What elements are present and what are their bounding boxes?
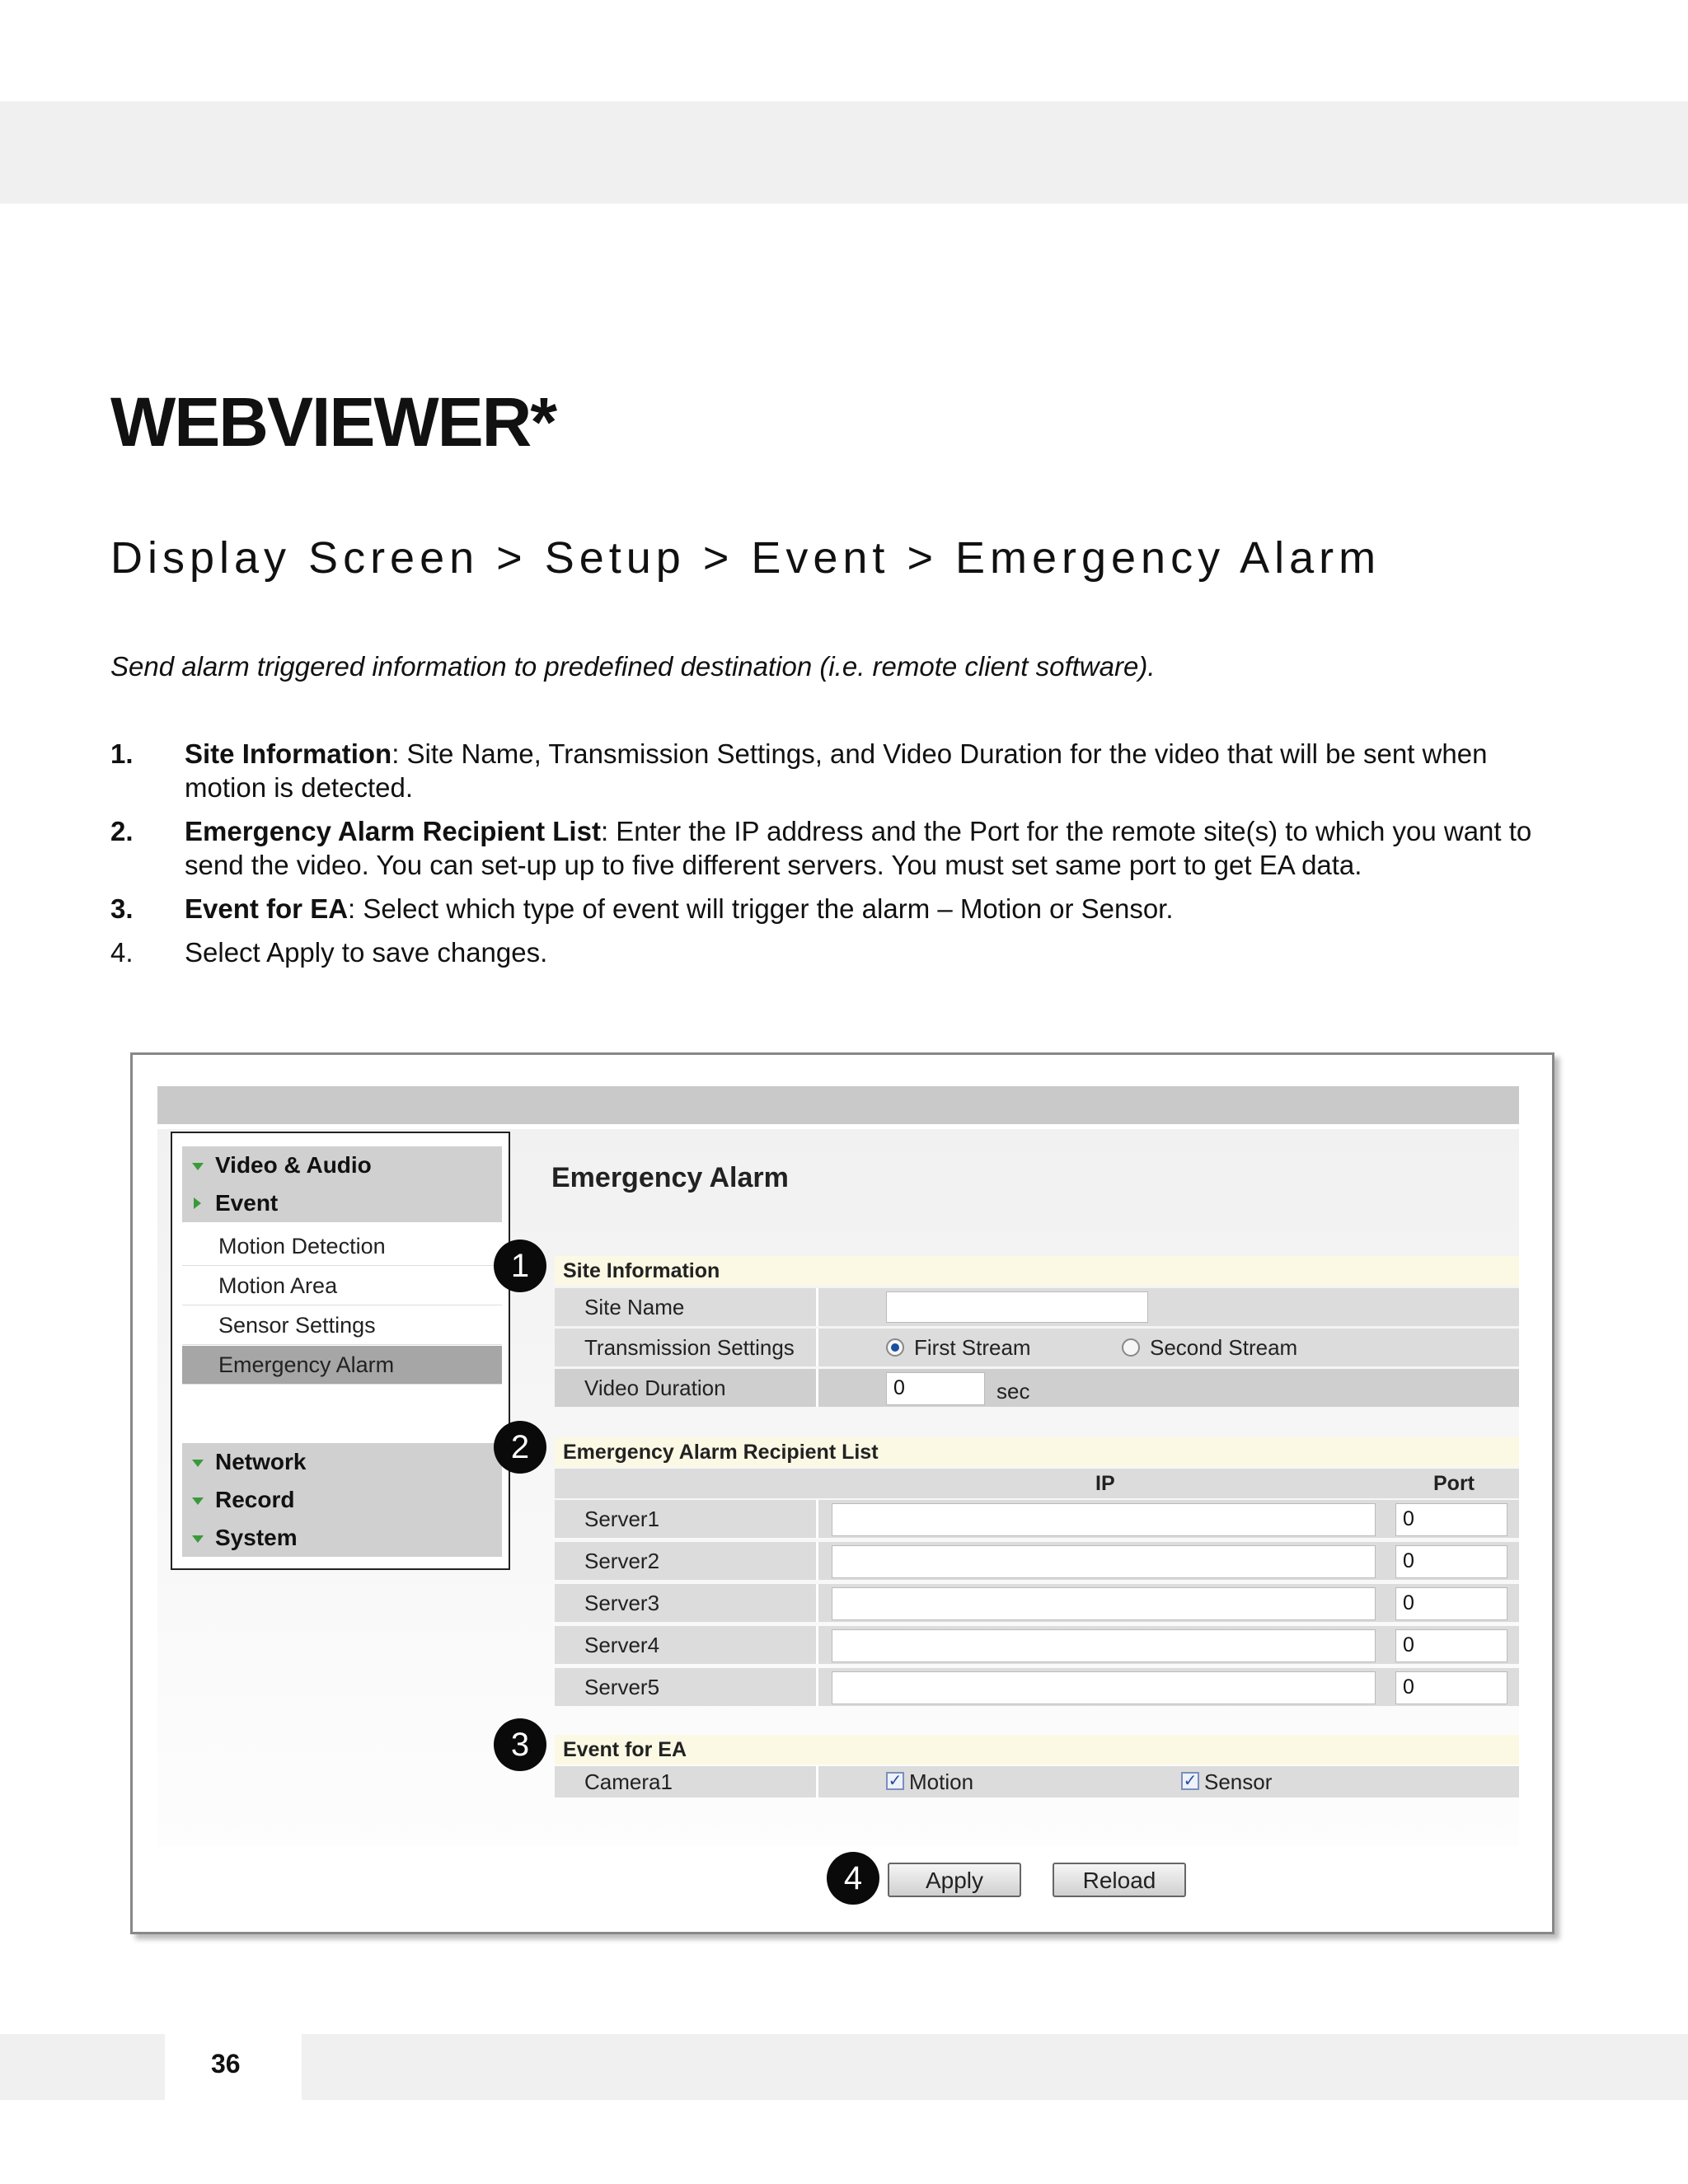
step-title: Emergency Alarm Recipient List [185, 816, 601, 846]
step-item [110, 935, 1561, 969]
server-row [555, 1500, 1519, 1538]
step-text: : Enter the IP address and the Port for the remote site(s) to which you want to send the video. You can set-up up to five different servers. You must set same port to get EA data. [185, 816, 1532, 880]
site-name-label: Site Name [555, 1288, 818, 1326]
server-label: Server4 [555, 1626, 818, 1664]
camera-label: Camera1 [555, 1766, 818, 1797]
callout-3: 3 [494, 1718, 546, 1771]
section-site-information: Site Information [555, 1256, 1519, 1286]
step-item [110, 892, 1561, 926]
server-port-input[interactable]: 0 [1395, 1629, 1507, 1662]
server-label: Server5 [555, 1668, 818, 1706]
top-bar [157, 1086, 1519, 1124]
server-port-input[interactable]: 0 [1395, 1503, 1507, 1536]
step-number: 4. [110, 937, 134, 968]
column-ip: IP [1095, 1472, 1115, 1495]
video-duration-unit: sec [996, 1379, 1030, 1404]
second-stream-label: Second Stream [1150, 1335, 1298, 1360]
panel-title: Emergency Alarm [551, 1162, 789, 1193]
server-label: Server2 [555, 1542, 818, 1580]
sensor-label: Sensor [1204, 1769, 1273, 1794]
server-ip-input[interactable] [832, 1671, 1376, 1704]
server-row [555, 1542, 1519, 1580]
server-ip-input[interactable] [832, 1587, 1376, 1620]
sidebar-item-motion-detection[interactable]: Motion Detection [182, 1227, 502, 1266]
event-submenu [182, 1227, 502, 1385]
motion-label: Motion [909, 1769, 974, 1794]
column-port: Port [1433, 1472, 1475, 1495]
header-band [0, 101, 1688, 204]
breadcrumb-heading: Display Screen > Setup > Event > Emergency Alarm [110, 533, 1381, 583]
callout-2: 2 [494, 1421, 546, 1474]
video-duration-label: Video Duration [555, 1369, 818, 1407]
sensor-checkbox[interactable]: ✓ [1181, 1772, 1199, 1790]
step-title: Site Information [185, 738, 392, 769]
transmission-row [555, 1329, 1519, 1366]
second-stream-radio[interactable] [1122, 1338, 1140, 1357]
server-ip-input[interactable] [832, 1545, 1376, 1578]
steps-list [110, 737, 1561, 979]
step-title: Event for EA [185, 893, 349, 924]
video-duration-row [555, 1369, 1519, 1407]
apply-button[interactable]: Apply [888, 1863, 1021, 1897]
page-heading: WEBVIEWER* [110, 383, 556, 461]
transmission-label: Transmission Settings [555, 1329, 818, 1366]
sidebar-group-bottom [182, 1443, 502, 1557]
expand-arrow-icon [192, 1460, 204, 1467]
step-number: 2. [110, 816, 134, 846]
expand-arrow-icon [192, 1497, 204, 1505]
sidebar-item-motion-area[interactable]: Motion Area [182, 1267, 502, 1305]
server-row [555, 1584, 1519, 1622]
sidebar-item-emergency-alarm[interactable]: Emergency Alarm [182, 1346, 502, 1385]
intro-text: Send alarm triggered information to predefined destination (i.e. remote client software). [110, 651, 1156, 682]
callout-4: 4 [827, 1852, 879, 1905]
first-stream-radio[interactable] [886, 1338, 904, 1357]
server-label: Server3 [555, 1584, 818, 1622]
page-number: 36 [211, 2049, 241, 2079]
expand-arrow-icon [192, 1163, 204, 1170]
step-text: Select Apply to save changes. [185, 937, 548, 968]
camera-row [555, 1766, 1519, 1797]
step-item [110, 814, 1561, 882]
sidebar-item-sensor-settings[interactable]: Sensor Settings [182, 1306, 502, 1345]
first-stream-label: First Stream [914, 1335, 1031, 1360]
collapse-arrow-icon [194, 1197, 201, 1209]
callout-1: 1 [494, 1240, 546, 1292]
step-number: 3. [110, 893, 134, 924]
sidebar-item-video-audio[interactable]: Video & Audio [182, 1146, 502, 1184]
server-label: Server1 [555, 1500, 818, 1538]
server-ip-input[interactable] [832, 1503, 1376, 1536]
step-number: 1. [110, 738, 134, 769]
step-item [110, 737, 1561, 804]
step-text: : Site Name, Transmission Settings, and Video Duration for the video that will be sent when motion is detected. [185, 738, 1488, 803]
expand-arrow-icon [192, 1535, 204, 1543]
server-port-input[interactable]: 0 [1395, 1587, 1507, 1620]
site-name-input[interactable] [886, 1291, 1148, 1323]
server-row [555, 1626, 1519, 1664]
sidebar-item-system[interactable]: System [182, 1519, 502, 1557]
sidebar-item-record[interactable]: Record [182, 1481, 502, 1519]
server-port-input[interactable]: 0 [1395, 1545, 1507, 1578]
step-text: : Select which type of event will trigger the alarm – Motion or Sensor. [348, 893, 1174, 924]
video-duration-input[interactable]: 0 [886, 1372, 985, 1405]
sidebar-item-network[interactable]: Network [182, 1443, 502, 1481]
section-recipient-list: Emergency Alarm Recipient List [555, 1437, 1519, 1467]
setup-sidebar [171, 1132, 510, 1570]
reload-button[interactable]: Reload [1053, 1863, 1186, 1897]
server-ip-input[interactable] [832, 1629, 1376, 1662]
sidebar-group-top [182, 1146, 502, 1222]
site-name-row [555, 1288, 1519, 1326]
footer-band-right [302, 2034, 1688, 2100]
webviewer-screenshot [130, 1052, 1554, 1934]
sidebar-item-event[interactable]: Event [182, 1184, 502, 1222]
recipient-table-header [555, 1469, 1519, 1498]
motion-checkbox[interactable]: ✓ [886, 1772, 904, 1790]
footer-band-left [0, 2034, 165, 2100]
section-event-for-ea: Event for EA [555, 1735, 1519, 1765]
server-row [555, 1668, 1519, 1706]
server-port-input[interactable]: 0 [1395, 1671, 1507, 1704]
